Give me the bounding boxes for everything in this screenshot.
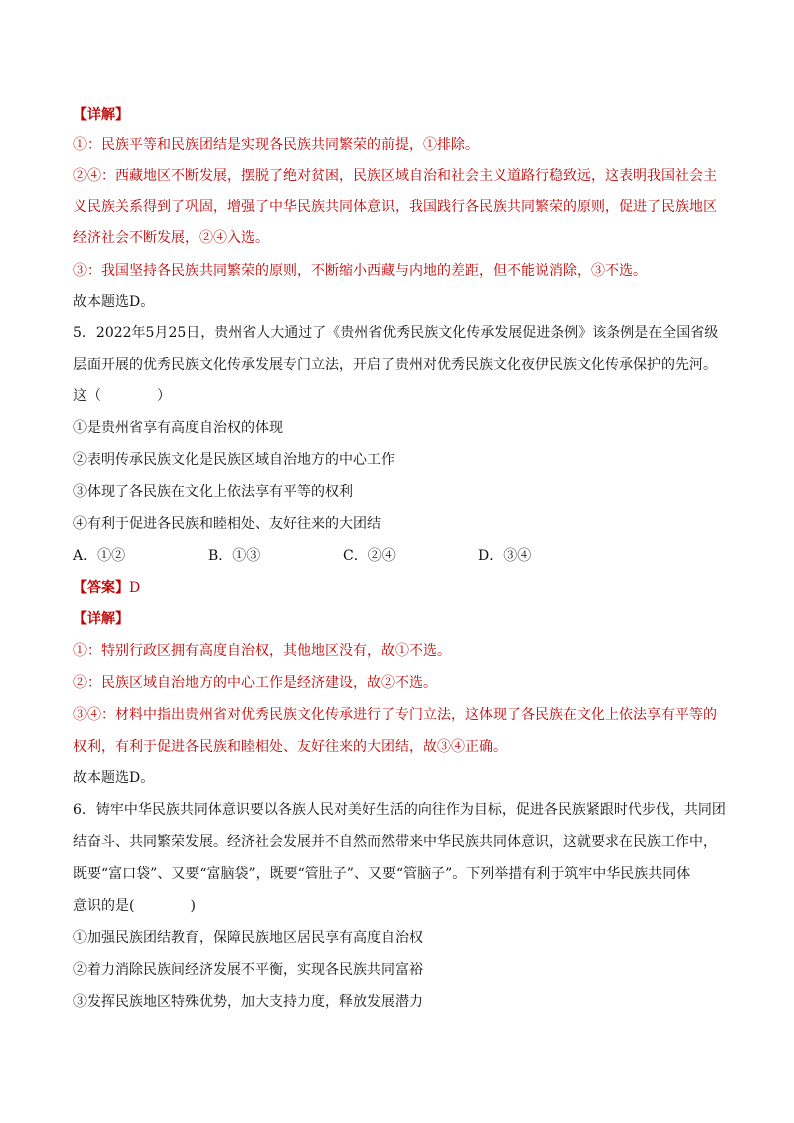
conclusion: 故本题选D。 (73, 294, 155, 310)
detail-line: ①：特别行政区拥有高度自治权，其他地区没有，故①不选。 (73, 643, 451, 659)
option-a: A．①② (73, 548, 126, 564)
answer-tag: 【答案】 (73, 580, 129, 596)
detail-tag: 【详解】 (73, 107, 129, 123)
detail-line: 权利，有利于促进各民族和睦相处、友好往来的大团结，故③④正确。 (73, 739, 507, 755)
statement-item: ②表明传承民族文化是民族区域自治地方的中心工作 (73, 452, 395, 468)
answer-options (73, 546, 723, 566)
answer-line (73, 578, 723, 598)
question-stem: 这（ ） (73, 388, 171, 404)
conclusion: 故本题选D。 (73, 770, 155, 786)
option-d: D．③④ (478, 548, 532, 564)
answer-value: D (129, 580, 141, 596)
detail-line: ②：民族区域自治地方的中心工作是经济建设，故②不选。 (73, 675, 437, 691)
statement-item: ③体现了各民族在文化上依法享有平等的权利 (73, 484, 353, 500)
detail-line: 义民族关系得到了巩固，增强了中华民族共同体意识，我国践行各民族共同繁荣的原则，促进了民族地区 (73, 199, 717, 215)
statement-item: ①是贵州省享有高度自治权的体现 (73, 420, 283, 436)
statement-item: ①加强民族团结教育，保障民族地区居民享有高度自治权 (73, 930, 423, 946)
detail-line: ②④：西藏地区不断发展，摆脱了绝对贫困，民族区域自治和社会主义道路行稳致远，这表明我国社会主 (73, 168, 717, 184)
detail-tag: 【详解】 (73, 611, 129, 627)
question-stem: 既要“富口袋”、又要“富脑袋”，既要“管肚子”、又要“管脑子”。下列举措有利于筑牢中华民族共同体 (73, 866, 691, 882)
statement-item: ③发挥民族地区特殊优势，加大支持力度，释放发展潜力 (73, 994, 423, 1010)
option-b: B．①③ (208, 548, 261, 564)
statement-item: ④有利于促进各民族和睦相处、友好往来的大团结 (73, 516, 381, 532)
option-c: C．②④ (343, 548, 396, 564)
question-stem: 意识的是( ) (73, 898, 196, 914)
detail-line: ①：民族平等和民族团结是实现各民族共同繁荣的前提，①排除。 (73, 137, 479, 153)
detail-line: ③：我国坚持各民族共同繁荣的原则，不断缩小西藏与内地的差距，但不能说消除，③不选。 (73, 263, 647, 279)
question-stem: 5．2022年5月25日，贵州省人大通过了《贵州省优秀民族文化传承发展促进条例》该条例是在全国省级 (73, 325, 719, 341)
statement-item: ②着力消除民族间经济发展不平衡，实现各民族共同富裕 (73, 962, 423, 978)
question-stem: 层面开展的优秀民族文化传承发展专门立法，开启了贵州对优秀民族文化夜伊民族文化传承保护的先河。 (73, 357, 717, 373)
question-stem: 6．铸牢中华民族共同体意识要以各族人民对美好生活的向往作为目标，促进各民族紧跟时代步伐，共同团 (73, 802, 726, 818)
question-stem: 结奋斗、共同繁荣发展。经济社会发展并不自然而然带来中华民族共同体意识，这就要求在民族工作中， (73, 834, 717, 850)
detail-line: ③④：材料中指出贵州省对优秀民族文化传承进行了专门立法，这体现了各民族在文化上依法享有平等的 (73, 707, 717, 723)
detail-line: 经济社会不断发展，②④入选。 (73, 230, 269, 246)
